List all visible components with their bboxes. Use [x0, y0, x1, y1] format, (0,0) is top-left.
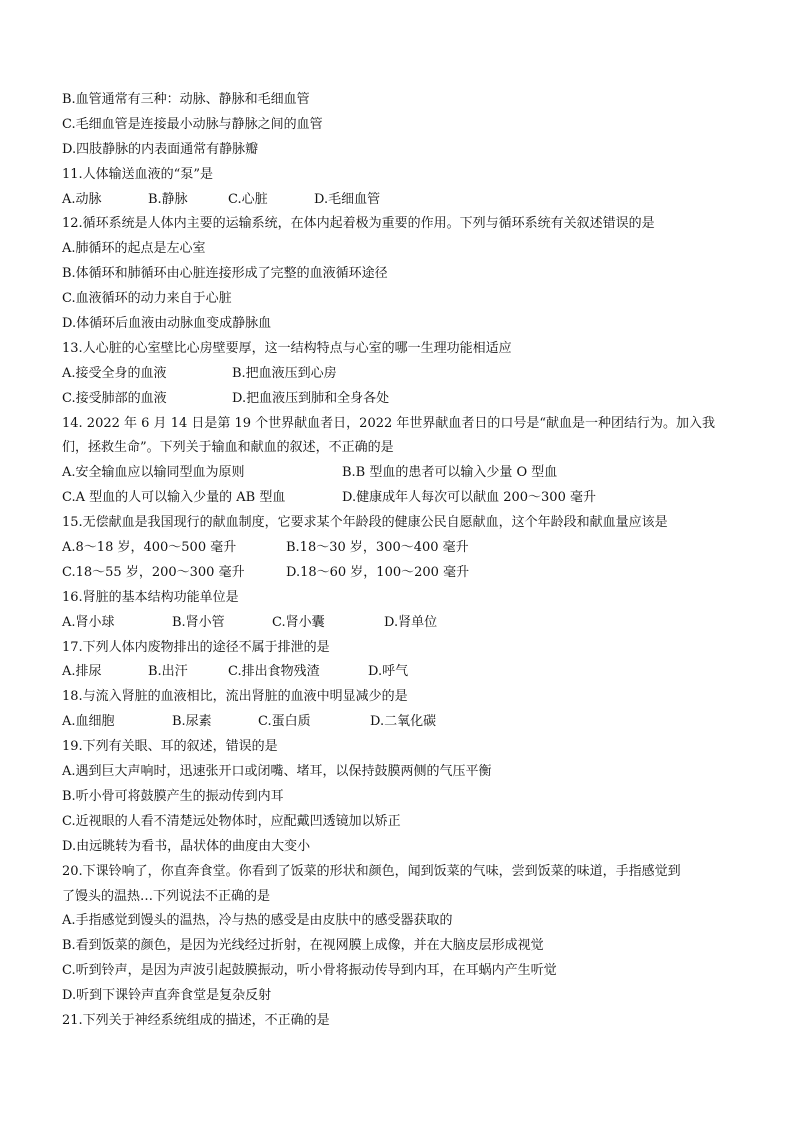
options-row [62, 387, 752, 412]
option-c: C.排出食物残渣 [228, 664, 320, 680]
option-b: B.出汗 [148, 664, 188, 680]
text-line: 21.下列关于神经系统组成的描述，不正确的是 [62, 1012, 330, 1028]
option-b: B.尿素 [172, 714, 212, 730]
options-row [62, 188, 752, 213]
text-line: D.体循环后血液由动脉血变成静脉血 [62, 316, 272, 332]
option-b: D.把血液压到肺和全身各处 [232, 390, 390, 406]
option-a: A.动脉 [62, 191, 102, 207]
option-a: A.血细胞 [62, 714, 115, 730]
option-c: C.心脏 [228, 191, 268, 207]
text-line: 14. 2022 年 6 月 14 日是第 19 个世界献血者日，2022 年世界献血者日的口号是“献血是一种团结行为。加入我 [62, 415, 716, 431]
option-d: D.肾单位 [384, 614, 438, 630]
option-d: D.毛细血管 [314, 191, 381, 207]
options-row [62, 536, 752, 561]
option-d: D.二氧化碳 [370, 714, 437, 730]
option-b: B.静脉 [148, 191, 188, 207]
text-line: B.听小骨可将鼓膜产生的振动传到内耳 [62, 788, 284, 804]
text-line: 20.下课铃响了，你直奔食堂。你看到了饭菜的形状和颜色，闻到饭菜的气味，尝到饭菜的味道，手指感觉到 [62, 863, 681, 879]
text-line: 12.循环系统是人体内主要的运输系统，在体内起着极为重要的作用。下列与循环系统有关叙述错误的是 [62, 216, 655, 232]
option-a: A.肾小球 [62, 614, 115, 630]
text-line: D.由远眺转为看书，晶状体的曲度由大变小 [62, 838, 311, 854]
option-a: A.安全输血应以输同型血为原则 [62, 465, 245, 481]
text-line: 18.与流入肾脏的血液相比，流出肾脏的血液中明显减少的是 [62, 689, 408, 705]
option-b: D.18～60 岁，100～200 毫升 [286, 564, 470, 580]
option-a: A.接受全身的血液 [62, 365, 167, 381]
text-line: A.手指感觉到馒头的温热，冷与热的感受是由皮肤中的感受器获取的 [62, 913, 453, 929]
option-c: C.蛋白质 [258, 714, 311, 730]
text-line: 13.人心脏的心室壁比心房壁要厚，这一结构特点与心室的哪一生理功能相适应 [62, 340, 512, 356]
text-line: 16.肾脏的基本结构功能单位是 [62, 589, 239, 605]
text-line: C.听到铃声，是因为声波引起鼓膜振动，听小骨将振动传导到内耳，在耳蜗内产生听觉 [62, 963, 557, 979]
options-row [62, 362, 752, 387]
option-b: B.把血液压到心房 [232, 365, 337, 381]
text-line: B.体循环和肺循环由心脏连接形成了完整的血液循环途径 [62, 266, 388, 282]
options-row [62, 710, 752, 735]
text-line: A.肺循环的起点是左心室 [62, 241, 206, 257]
options-row [62, 660, 752, 685]
text-line: 们，拯救生命”。下列关于输血和献血的叙述，不正确的是 [62, 440, 394, 456]
option-b: B.18～30 岁，300～400 毫升 [286, 540, 469, 556]
text-line: B.血管通常有三种：动脉、静脉和毛细血管 [62, 92, 310, 107]
options-row [62, 561, 752, 586]
options-row [62, 611, 752, 636]
text-line: B.看到饭菜的颜色，是因为光线经过折射，在视网膜上成像，并在大脑皮层形成视觉 [62, 938, 544, 954]
option-a: C.18～55 岁，200～300 毫升 [62, 564, 245, 580]
option-a: C.接受肺部的血液 [62, 390, 167, 406]
options-row [62, 486, 752, 511]
option-d: D.呼气 [368, 664, 409, 680]
text-line: 11.人体输送血液的“泵”是 [62, 166, 213, 182]
option-b: B.肾小管 [172, 614, 225, 630]
document-page [62, 88, 752, 1034]
text-line: D.听到下课铃声直奔食堂是复杂反射 [62, 988, 272, 1004]
text-line: C.近视眼的人看不清楚远处物体时，应配戴凹透镜加以矫正 [62, 813, 401, 829]
text-line: C.毛细血管是连接最小动脉与静脉之间的血管 [62, 116, 323, 132]
option-a: A.排尿 [62, 664, 102, 680]
text-line: A.遇到巨大声响时，迅速张开口或闭嘴、堵耳，以保持鼓膜两侧的气压平衡 [62, 764, 492, 780]
option-b: D.健康成年人每次可以献血 200～300 毫升 [342, 490, 596, 506]
option-b: B.B 型血的患者可以输入少量 O 型血 [342, 465, 558, 481]
text-line: 19.下列有关眼、耳的叙述，错误的是 [62, 739, 278, 755]
option-c: C.肾小囊 [272, 614, 325, 630]
option-a: A.8～18 岁，400～500 毫升 [62, 540, 237, 556]
option-a: C.A 型血的人可以输入少量的 AB 型血 [62, 490, 286, 506]
text-line: 15.无偿献血是我国现行的献血制度，它要求某个年龄段的健康公民自愿献血，这个年龄段和献血量应该是 [62, 515, 668, 531]
text-line: C.血液循环的动力来自于心脏 [62, 291, 232, 307]
text-line: 17.下列人体内废物排出的途径不属于排泄的是 [62, 639, 330, 655]
options-row [62, 461, 752, 486]
text-line: 了馒头的温热…下列说法不正确的是 [62, 888, 271, 904]
text-line: D.四肢静脉的内表面通常有静脉瓣 [62, 141, 259, 157]
